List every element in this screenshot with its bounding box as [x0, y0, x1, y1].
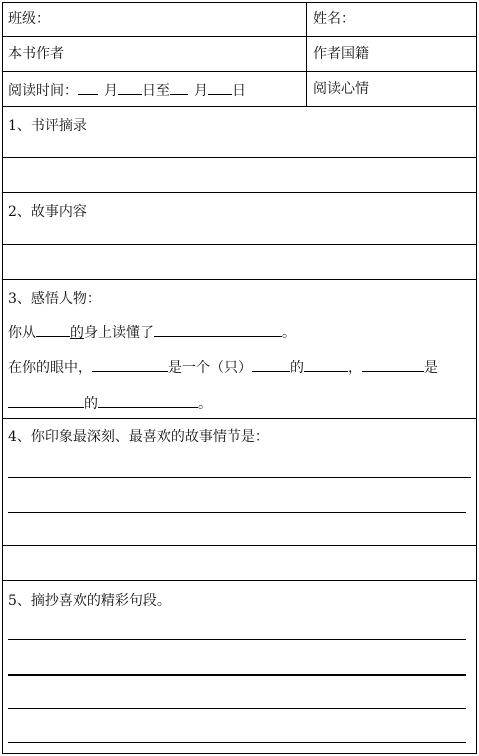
author-nationality-label: 作者国籍 [313, 46, 369, 62]
s3-text: 是一个（只） [168, 360, 252, 376]
trait-blank[interactable] [252, 357, 290, 372]
character-blank[interactable] [92, 357, 168, 372]
understood-blank[interactable] [154, 322, 282, 337]
s3-text: 。 [198, 396, 212, 412]
noun-blank[interactable] [304, 357, 348, 372]
row-divider [2, 71, 477, 72]
month-blank-2[interactable] [170, 80, 188, 95]
day-blank-2[interactable] [208, 80, 232, 95]
day-label-2: 日 [232, 83, 246, 99]
person-blank[interactable] [36, 322, 70, 337]
table-border [2, 2, 477, 754]
s3-text: 的 [70, 325, 84, 341]
writing-line[interactable] [8, 708, 466, 709]
s3-text: 你从 [8, 325, 36, 341]
row-divider [2, 192, 477, 193]
s3-text: 的 [84, 396, 98, 412]
s3-text: 。 [282, 325, 296, 341]
class-label: 班级： [8, 11, 50, 27]
month-label: 月 [104, 83, 118, 99]
section-1-title: 1、书评摘录 [8, 118, 87, 134]
writing-line[interactable] [8, 639, 466, 640]
reading-time-label: 阅读时间： [8, 83, 78, 99]
section-2-title: 2、故事内容 [8, 204, 87, 220]
section-3-line-1 [8, 322, 296, 342]
month-blank[interactable] [78, 80, 98, 95]
character-blank-2[interactable] [362, 357, 424, 372]
reading-mood-label: 阅读心情 [313, 81, 369, 97]
name-label: 姓名： [313, 11, 355, 27]
row-divider [2, 580, 477, 581]
section-3-title: 3、感悟人物： [8, 291, 101, 307]
s3-text: 身上读懂了 [84, 325, 154, 341]
month-label-2: 月 [194, 83, 208, 99]
row-divider [2, 106, 477, 107]
section-3-line-2 [8, 357, 438, 377]
row-divider [2, 418, 477, 419]
day-blank[interactable] [118, 80, 142, 95]
section-5-title: 5、摘抄喜欢的精彩句段。 [8, 593, 171, 609]
s3-text: 在你的眼中， [8, 360, 92, 376]
row-divider [2, 244, 477, 245]
writing-line[interactable] [8, 512, 466, 513]
noun-blank-2[interactable] [98, 393, 198, 408]
section-4-title: 4、你印象最深刻、最喜欢的故事情节是： [8, 429, 269, 445]
s3-text: 的 [290, 360, 304, 376]
s3-text: ， [348, 360, 362, 376]
section-3-line-3 [8, 393, 212, 413]
reading-time-row [8, 80, 246, 100]
trait-blank-2[interactable] [8, 393, 84, 408]
column-divider [306, 2, 307, 106]
writing-line[interactable] [8, 742, 466, 743]
row-divider [2, 279, 477, 280]
writing-line[interactable] [8, 674, 466, 676]
row-divider [2, 545, 477, 546]
writing-line[interactable] [8, 477, 471, 478]
row-divider [2, 157, 477, 158]
book-author-label: 本书作者 [8, 46, 64, 62]
row-divider [2, 36, 477, 37]
s3-text: 是 [424, 360, 438, 376]
day-to-label: 日至 [142, 83, 170, 99]
